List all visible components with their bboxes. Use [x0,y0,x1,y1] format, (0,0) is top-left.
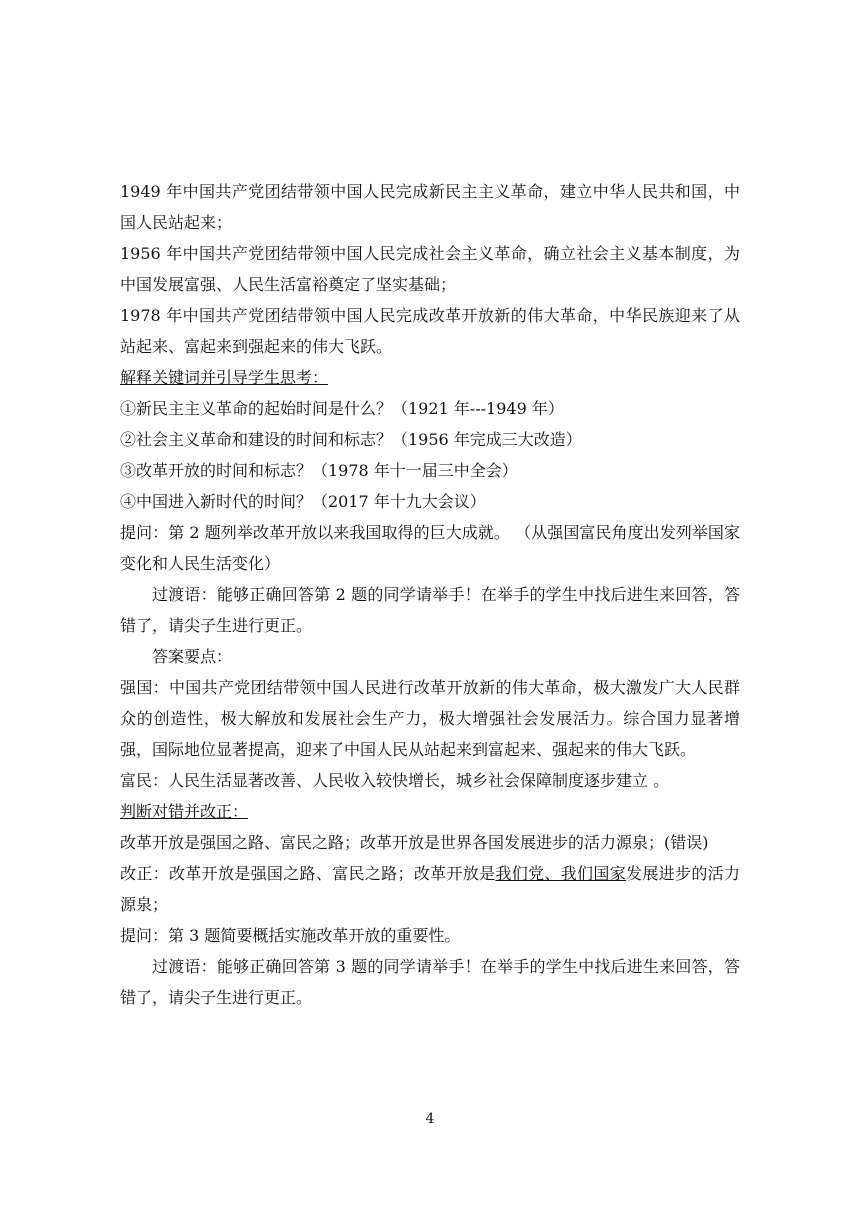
paragraph-1956: 1956 年中国共产党团结带领中国人民完成社会主义革命，确立社会主义基本制度，为中国发展富强、人民生活富裕奠定了坚实基础； [120,244,740,294]
transition-3: 过渡语：能够正确回答第 3 题的同学请举手！在举手的学生中找后进生来回答，答错了，请尖子生进行更正。 [120,957,740,1007]
correction-paragraph [120,858,740,920]
question-3-prompt: 提问：第 3 题简要概括实施改革开放的重要性。 [120,926,461,945]
correction-prefix: 改正：改革开放是强国之路、富民之路；改革开放是 [120,864,496,883]
question-item-2: ②社会主义革命和建设的时间和标志？（1956 年完成三大改造） [120,430,582,449]
document-body [120,176,740,1013]
page-number: 4 [425,1111,435,1127]
heading-keywords: 解释关键词并引导学生思考： [120,368,329,387]
true-false-statement: 改革开放是强国之路、富民之路；改革开放是世界各国发展进步的活力源泉；(错误) [120,833,709,852]
correction-suffix: 发展进步的活力源泉； [120,864,740,914]
answer-strong-country: 强国：中国共产党团结带领中国人民进行改革开放新的伟大革命，极大激发广大人民群众的创造性，极大解放和发展社会生产力，极大增强社会发展活力。综合国力显著增强，国际地位显著提高，迎来了中国人民从站起来到富起来、强起来的伟大飞跃。 [120,678,740,759]
question-item-3: ③改革开放的时间和标志？（1978 年十一届三中全会） [120,461,518,480]
paragraph-1978: 1978 年中国共产党团结带领中国人民完成改革开放新的伟大革命，中华民族迎来了从站起来、富起来到强起来的伟大飞跃。 [120,306,740,356]
answer-points-label: 答案要点： [152,647,233,666]
paragraph-1949: 1949 年中国共产党团结带领中国人民完成新民主主义革命，建立中华人民共和国，中国人民站起来； [120,182,740,232]
question-item-1: ①新民主主义革命的起始时间是什么？（1921 年---1949 年） [120,399,564,418]
transition-2: 过渡语：能够正确回答第 2 题的同学请举手！在举手的学生中找后进生来回答，答错了，请尖子生进行更正。 [120,585,740,635]
heading-true-false: 判断对错并改正： [120,802,249,821]
question-item-4: ④中国进入新时代的时间？（2017 年十九大会议） [120,492,486,511]
answer-rich-people: 富民：人民生活显著改善、人民收入较快增长，城乡社会保障制度逐步建立 。 [120,771,670,790]
question-2-prompt: 提问：第 2 题列举改革开放以来我国取得的巨大成就。 （从强国富民角度出发列举国家变化和人民生活变化） [120,523,740,573]
correction-underlined: 我们党、我们国家 [495,864,627,883]
